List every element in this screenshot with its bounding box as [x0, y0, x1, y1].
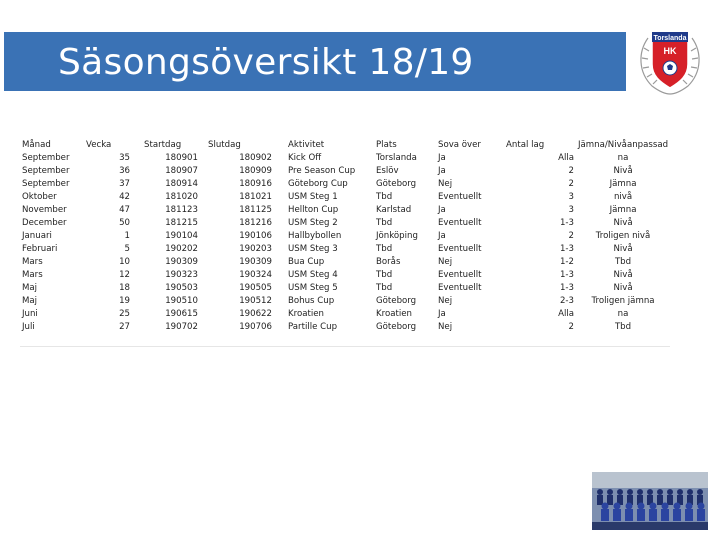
- cell-week: 19: [119, 295, 130, 306]
- cell-sleep-over: Nej: [438, 295, 453, 306]
- cell-month: Maj: [22, 295, 38, 306]
- cell-end-date: 190622: [204, 307, 282, 320]
- club-logo: [636, 24, 704, 98]
- header-month: Månad: [22, 139, 51, 150]
- cell-team-count: Alla: [502, 151, 576, 164]
- cell-level: Troligen jämna: [591, 295, 655, 306]
- cell-sleep-over: Eventuellt: [436, 281, 502, 294]
- cell-activity: Partille Cup: [288, 321, 338, 332]
- cell-month: November: [20, 203, 82, 216]
- cell-end-date: 190505: [204, 281, 282, 294]
- cell-level: Troligen nivå: [576, 229, 670, 242]
- cell-month: Januari: [20, 229, 82, 242]
- cell-month: September: [20, 177, 82, 190]
- cell-team-count: 3: [568, 191, 574, 202]
- cell-level: Nivå: [613, 165, 633, 176]
- cell-sleep-over: Eventuellt: [438, 243, 482, 254]
- season-schedule-table: [20, 138, 670, 347]
- cell-month: September: [22, 165, 70, 176]
- cell-end-date: 190512: [239, 295, 272, 306]
- header-teams: Antal lag: [506, 139, 545, 150]
- cell-week: 5: [124, 243, 130, 254]
- cell-start-date: 180914: [140, 177, 204, 190]
- cell-place: Karlstad: [374, 203, 436, 216]
- cell-place: Göteborg: [376, 321, 417, 332]
- cell-place: Tbd: [376, 191, 393, 202]
- cell-week: 12: [119, 269, 130, 280]
- table-header-row: [20, 138, 670, 151]
- cell-month: Mars: [20, 255, 82, 268]
- cell-team-count: 1-3: [502, 281, 576, 294]
- team-photo: [592, 472, 708, 530]
- table-row: [20, 216, 670, 229]
- cell-start-date: 190510: [165, 295, 198, 306]
- cell-place: Göteborg: [376, 295, 417, 306]
- cell-end-date: 190309: [204, 255, 282, 268]
- cell-end-date: 181125: [204, 203, 282, 216]
- cell-start-date: 190202: [165, 243, 198, 254]
- cell-week: 36: [119, 165, 130, 176]
- cell-start-date: 190309: [140, 255, 204, 268]
- cell-start-date: 190323: [165, 269, 198, 280]
- cell-week: 37: [82, 177, 140, 190]
- cell-level: Jämna: [576, 177, 670, 190]
- cell-week: 10: [82, 255, 140, 268]
- cell-place: Tbd: [374, 281, 436, 294]
- header-week: Vecka: [86, 139, 112, 150]
- cell-level: Tbd: [614, 321, 632, 332]
- header-activity: Aktivitet: [288, 139, 325, 150]
- cell-sleep-over: Nej: [436, 177, 502, 190]
- table-row: [20, 177, 670, 190]
- cell-activity: USM Steg 2: [288, 217, 338, 228]
- cell-week: 25: [82, 307, 140, 320]
- cell-place: Jönköping: [374, 229, 436, 242]
- table-row: [20, 242, 670, 255]
- cell-level: Nivå: [613, 243, 633, 254]
- cell-week: 42: [119, 191, 130, 202]
- cell-week: 1: [82, 229, 140, 242]
- empty-cell: [82, 333, 140, 347]
- cell-start-date: 180907: [165, 165, 198, 176]
- cell-place: Tbd: [376, 269, 393, 280]
- cell-activity: Kick Off: [282, 151, 374, 164]
- cell-week: 35: [82, 151, 140, 164]
- cell-activity: Bua Cup: [282, 255, 374, 268]
- cell-activity: Bohus Cup: [288, 295, 335, 306]
- table-row: [20, 268, 670, 281]
- cell-start-date: 190503: [140, 281, 204, 294]
- cell-team-count: 2: [502, 177, 576, 190]
- cell-activity: USM Steg 1: [288, 191, 338, 202]
- cell-sleep-over: Ja: [436, 151, 502, 164]
- cell-end-date: 180909: [239, 165, 272, 176]
- cell-month: Juli: [22, 321, 35, 332]
- cell-place: Eslöv: [376, 165, 399, 176]
- cell-start-date: 181020: [165, 191, 198, 202]
- cell-week: 27: [119, 321, 130, 332]
- cell-sleep-over: Eventuellt: [438, 269, 482, 280]
- cell-place: Tbd: [376, 217, 393, 228]
- table-row: [20, 255, 670, 268]
- cell-level: Tbd: [576, 255, 670, 268]
- header-start: Startdag: [144, 139, 182, 150]
- empty-cell: [576, 333, 670, 347]
- cell-place: Kroatien: [374, 307, 436, 320]
- cell-place: Torslanda: [374, 151, 436, 164]
- cell-level: Nivå: [613, 217, 633, 228]
- cell-sleep-over: Nej: [436, 255, 502, 268]
- cell-start-date: 190615: [140, 307, 204, 320]
- cell-team-count: 2: [502, 229, 576, 242]
- page-title: Säsongsöversikt 18/19: [58, 42, 474, 83]
- cell-team-count: 1-2: [502, 255, 576, 268]
- cell-end-date: 190324: [239, 269, 272, 280]
- cell-month: December: [22, 217, 67, 228]
- table-row: [20, 281, 670, 294]
- cell-team-count: 2: [568, 321, 574, 332]
- cell-activity: Kroatien: [282, 307, 374, 320]
- cell-level: Nivå: [576, 281, 670, 294]
- cell-month: September: [20, 151, 82, 164]
- cell-activity: USM Steg 4: [288, 269, 338, 280]
- logo-text-top: Torslanda: [653, 35, 687, 42]
- cell-level: na: [576, 151, 670, 164]
- cell-sleep-over: Eventuellt: [438, 217, 482, 228]
- empty-cell: [436, 333, 502, 347]
- table-row: [20, 294, 670, 307]
- cell-end-date: 190106: [204, 229, 282, 242]
- header-sleep: Sova över: [438, 139, 481, 150]
- cell-activity: Hellton Cup: [282, 203, 374, 216]
- cell-level: Jämna: [576, 203, 670, 216]
- empty-cell: [502, 333, 576, 347]
- cell-place: Borås: [374, 255, 436, 268]
- header-place: Plats: [376, 139, 397, 150]
- cell-activity: USM Steg 3: [288, 243, 338, 254]
- table-row: [20, 190, 670, 203]
- cell-level: nivå: [613, 191, 633, 202]
- cell-month: Maj: [20, 281, 82, 294]
- empty-cell: [204, 333, 282, 347]
- cell-end-date: 181216: [239, 217, 272, 228]
- cell-end-date: 180916: [204, 177, 282, 190]
- cell-week: 47: [82, 203, 140, 216]
- cell-sleep-over: Nej: [438, 321, 453, 332]
- cell-month: Mars: [22, 269, 43, 280]
- cell-month: Juni: [20, 307, 82, 320]
- cell-end-date: 190706: [239, 321, 272, 332]
- cell-sleep-over: Ja: [438, 165, 446, 176]
- logo-text-bottom: HK: [663, 46, 677, 56]
- cell-activity: Pre Season Cup: [288, 165, 356, 176]
- cell-week: 50: [119, 217, 130, 228]
- empty-cell: [20, 333, 82, 347]
- cell-sleep-over: Ja: [436, 307, 502, 320]
- table-row: [20, 307, 670, 320]
- cell-sleep-over: Ja: [436, 203, 502, 216]
- cell-team-count: Alla: [502, 307, 576, 320]
- header-level: Jämna/Nivåanpassad: [578, 139, 669, 150]
- cell-month: Februari: [22, 243, 58, 254]
- table-row: [20, 164, 670, 177]
- cell-team-count: 1-3: [559, 217, 574, 228]
- empty-row: [20, 333, 670, 347]
- empty-cell: [282, 333, 374, 347]
- cell-start-date: 190702: [165, 321, 198, 332]
- cell-week: 18: [82, 281, 140, 294]
- cell-start-date: 181215: [165, 217, 198, 228]
- cell-level: na: [576, 307, 670, 320]
- cell-activity: Hallbybollen: [282, 229, 374, 242]
- table-row: [20, 320, 670, 333]
- cell-start-date: 190104: [140, 229, 204, 242]
- table-row: [20, 229, 670, 242]
- cell-team-count: 1-3: [559, 243, 574, 254]
- cell-end-date: 181021: [239, 191, 272, 202]
- cell-place: Tbd: [376, 243, 393, 254]
- cell-end-date: 180902: [204, 151, 282, 164]
- cell-end-date: 190203: [239, 243, 272, 254]
- cell-month: Oktober: [22, 191, 57, 202]
- cell-activity: USM Steg 5: [282, 281, 374, 294]
- cell-activity: Göteborg Cup: [282, 177, 374, 190]
- cell-start-date: 181123: [140, 203, 204, 216]
- cell-sleep-over: Ja: [436, 229, 502, 242]
- table-row: [20, 151, 670, 164]
- cell-place: Göteborg: [374, 177, 436, 190]
- cell-team-count: 1-3: [559, 269, 574, 280]
- cell-sleep-over: Eventuellt: [438, 191, 482, 202]
- cell-level: Nivå: [613, 269, 633, 280]
- cell-team-count: 2: [568, 165, 574, 176]
- cell-team-count: 3: [502, 203, 576, 216]
- empty-cell: [140, 333, 204, 347]
- empty-cell: [374, 333, 436, 347]
- table-row: [20, 203, 670, 216]
- cell-team-count: 2-3: [559, 295, 574, 306]
- cell-start-date: 180901: [140, 151, 204, 164]
- header-end: Slutdag: [208, 139, 241, 150]
